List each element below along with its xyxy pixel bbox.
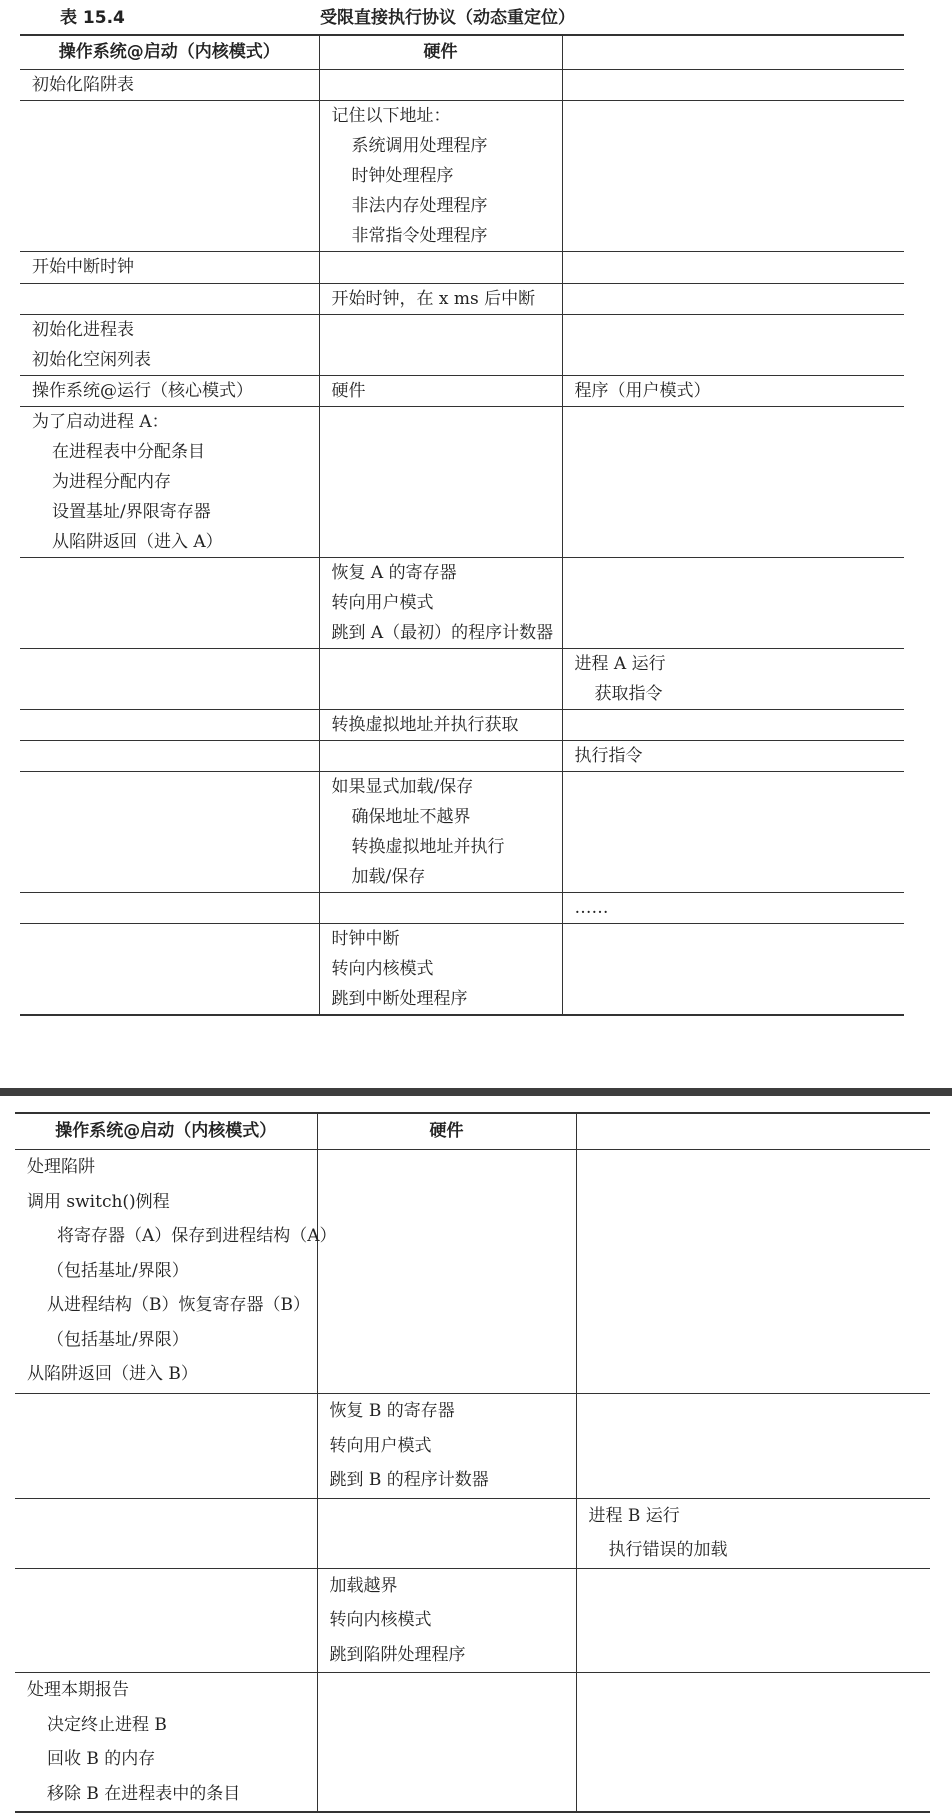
cell-line: 转向用户模式: [331, 593, 434, 613]
table-row: [20, 252, 904, 284]
protocol-table-part-2: [15, 1112, 930, 1813]
cell-line: 执行错误的加载: [608, 1540, 728, 1560]
cell-line: 调用 switch()例程: [27, 1191, 170, 1212]
table-cell-col-2: [562, 772, 904, 893]
cell-line: 回收 B 的内存: [47, 1749, 156, 1769]
table-row: [20, 893, 904, 924]
table-cell-col-0: [15, 1394, 317, 1499]
cell-line: 设置基址/界限寄存器: [52, 502, 211, 522]
cell-line: 硬件: [331, 381, 366, 401]
cell-line: 时钟处理程序: [351, 166, 454, 186]
cell-line: 恢复 B 的寄存器: [329, 1401, 455, 1421]
cell-line: 转换虚拟地址并执行获取: [331, 715, 519, 735]
column-header-0: 操作系统@启动（内核模式）: [20, 35, 319, 70]
protocol-table-part-1: [20, 34, 904, 1016]
protocol-table: [20, 34, 904, 1016]
table-cell-col-2: [562, 376, 904, 407]
table-cell-col-2: [576, 1673, 930, 1813]
cell-line: 加载/保存: [351, 867, 426, 887]
table-row: [15, 1673, 930, 1813]
table-cell-col-0: [20, 558, 319, 649]
cell-line: 从进程结构（B）恢复寄存器（B）: [47, 1295, 310, 1315]
table-row: [15, 1498, 930, 1568]
table-cell-col-0: [15, 1498, 317, 1568]
cell-line: 为了启动进程 A：: [32, 412, 169, 432]
cell-line: 初始化陷阱表: [32, 75, 134, 95]
cell-line: 跳到 A（最初）的程序计数器: [331, 623, 554, 643]
table-cell-col-1: [319, 407, 562, 558]
table-cell-col-1: [319, 70, 562, 101]
cell-line: 非常指令处理程序: [351, 226, 488, 246]
table-cell-col-2: [576, 1394, 930, 1499]
cell-line: 进程 A 运行: [574, 654, 666, 674]
cell-line: 处理本期报告: [27, 1680, 129, 1700]
cell-line: 系统调用处理程序: [351, 136, 488, 156]
table-cell-col-2: [576, 1150, 930, 1394]
table-title: 受限直接执行协议（动态重定位）: [320, 8, 575, 28]
column-header-1: 硬件: [317, 1113, 576, 1150]
table-cell-col-1: [317, 1150, 576, 1394]
table-cell-col-2: [576, 1568, 930, 1673]
column-header-2: [576, 1113, 930, 1150]
table-cell-col-0: [20, 649, 319, 710]
table-cell-col-2: [562, 558, 904, 649]
table-cell-col-2: [562, 70, 904, 101]
table-cell-col-1: [317, 1498, 576, 1568]
table-cell-col-1: [317, 1568, 576, 1673]
table-cell-col-0: [20, 772, 319, 893]
cell-line: （包括基址/界限）: [47, 1329, 189, 1350]
table-cell-col-1: [319, 924, 562, 1016]
cell-line: 进程 B 运行: [588, 1505, 680, 1526]
cell-line: （包括基址/界限）: [47, 1260, 189, 1281]
table-cell-col-0: [20, 376, 319, 407]
table-cell-col-2: [562, 284, 904, 315]
cell-line: 决定终止进程 B: [47, 1714, 167, 1735]
cell-line: 程序（用户模式）: [574, 381, 711, 401]
table-caption: [0, 0, 952, 30]
table-row: [20, 924, 904, 1016]
cell-line: ……: [574, 898, 609, 918]
cell-line: 开始时钟，在 x ms 后中断: [331, 289, 536, 309]
table-cell-col-2: [562, 252, 904, 284]
table-cell-col-0: [15, 1568, 317, 1673]
table-row: [20, 101, 904, 252]
table-header-row: [20, 35, 904, 70]
cell-line: 加载越界: [329, 1575, 398, 1596]
table-cell-col-0: [15, 1673, 317, 1813]
table-cell-col-1: [317, 1394, 576, 1499]
table-row: [20, 649, 904, 710]
table-row: [20, 558, 904, 649]
table-number: 表 15.4: [60, 8, 125, 28]
table-row: [20, 741, 904, 772]
cell-line: 将寄存器（A）保存到进程结构（A）: [57, 1226, 337, 1246]
table-cell-col-0: [15, 1150, 337, 1394]
table-cell-col-2: [562, 407, 904, 558]
column-header-1: 硬件: [319, 35, 562, 70]
cell-line: 从陷阱返回（进入 B）: [27, 1364, 198, 1384]
cell-line: 跳到中断处理程序: [331, 989, 468, 1009]
table-cell-col-1: [317, 1673, 576, 1813]
table-cell-col-2: [562, 893, 904, 924]
table-header-row: [15, 1113, 930, 1150]
table-cell-col-1: [319, 893, 562, 924]
table-row: [20, 70, 904, 101]
table-cell-col-2: [562, 649, 904, 710]
page-separator: [0, 1088, 952, 1096]
table-row: [20, 710, 904, 741]
table-cell-col-0: [20, 284, 319, 315]
cell-line: 转向用户模式: [329, 1435, 432, 1456]
table-row: [20, 407, 904, 558]
cell-line: 处理陷阱: [27, 1157, 95, 1177]
table-row: [20, 772, 904, 893]
cell-line: 记住以下地址：: [331, 106, 451, 126]
cell-line: 如果显式加载/保存: [331, 777, 474, 797]
cell-line: 跳到 B 的程序计数器: [329, 1470, 489, 1490]
table-row: [20, 315, 904, 376]
table-row: [20, 284, 904, 315]
table-cell-col-1: [319, 772, 562, 893]
table-cell-col-0: [20, 101, 319, 252]
table-cell-col-1: [319, 558, 562, 649]
table-cell-col-0: [20, 407, 319, 558]
table-row: [15, 1150, 930, 1394]
cell-line: 确保地址不越界: [351, 807, 471, 827]
cell-line: 转向内核模式: [329, 1610, 432, 1630]
table-cell-col-2: [562, 924, 904, 1016]
column-header-0: 操作系统@启动（内核模式）: [15, 1113, 317, 1150]
cell-line: 操作系统@运行（核心模式）: [32, 381, 253, 401]
table-cell-col-0: [20, 315, 319, 376]
table-cell-col-1: [319, 101, 562, 252]
table-row: [15, 1568, 930, 1673]
cell-line: 非法内存处理程序: [351, 196, 488, 216]
cell-line: 转换虚拟地址并执行: [351, 837, 505, 857]
table-cell-col-0: [20, 70, 319, 101]
cell-line: 从陷阱返回（进入 A）: [52, 532, 223, 552]
table-cell-col-1: [319, 741, 562, 772]
cell-line: 开始中断时钟: [32, 257, 134, 277]
protocol-table-continued: [15, 1112, 930, 1813]
cell-line: 执行指令: [574, 746, 643, 766]
table-cell-col-1: [319, 315, 562, 376]
cell-line: 在进程表中分配条目: [52, 442, 205, 462]
table-row: [20, 376, 904, 407]
table-cell-col-2: [562, 315, 904, 376]
cell-line: 恢复 A 的寄存器: [331, 563, 457, 583]
table-cell-col-0: [20, 924, 319, 1016]
cell-line: 移除 B 在进程表中的条目: [47, 1783, 241, 1804]
table-cell-col-1: [319, 252, 562, 284]
table-cell-col-2: [562, 710, 904, 741]
table-row: [15, 1394, 930, 1499]
table-cell-col-1: [319, 376, 562, 407]
table-cell-col-1: [319, 284, 562, 315]
cell-line: 时钟中断: [331, 929, 400, 949]
cell-line: 获取指令: [594, 684, 663, 704]
table-cell-col-0: [20, 741, 319, 772]
table-cell-col-0: [20, 710, 319, 741]
table-cell-col-2: [576, 1498, 930, 1568]
table-cell-col-1: [319, 710, 562, 741]
table-cell-col-2: [562, 741, 904, 772]
table-cell-col-0: [20, 893, 319, 924]
table-cell-col-2: [562, 101, 904, 252]
table-cell-col-1: [319, 649, 562, 710]
table-cell-col-0: [20, 252, 319, 284]
cell-line: 初始化进程表: [32, 320, 134, 340]
cell-line: 初始化空闲列表: [32, 350, 151, 370]
cell-line: 转向内核模式: [331, 959, 434, 979]
cell-line: 为进程分配内存: [52, 472, 171, 492]
column-header-2: [562, 35, 904, 70]
cell-line: 跳到陷阱处理程序: [329, 1644, 466, 1665]
